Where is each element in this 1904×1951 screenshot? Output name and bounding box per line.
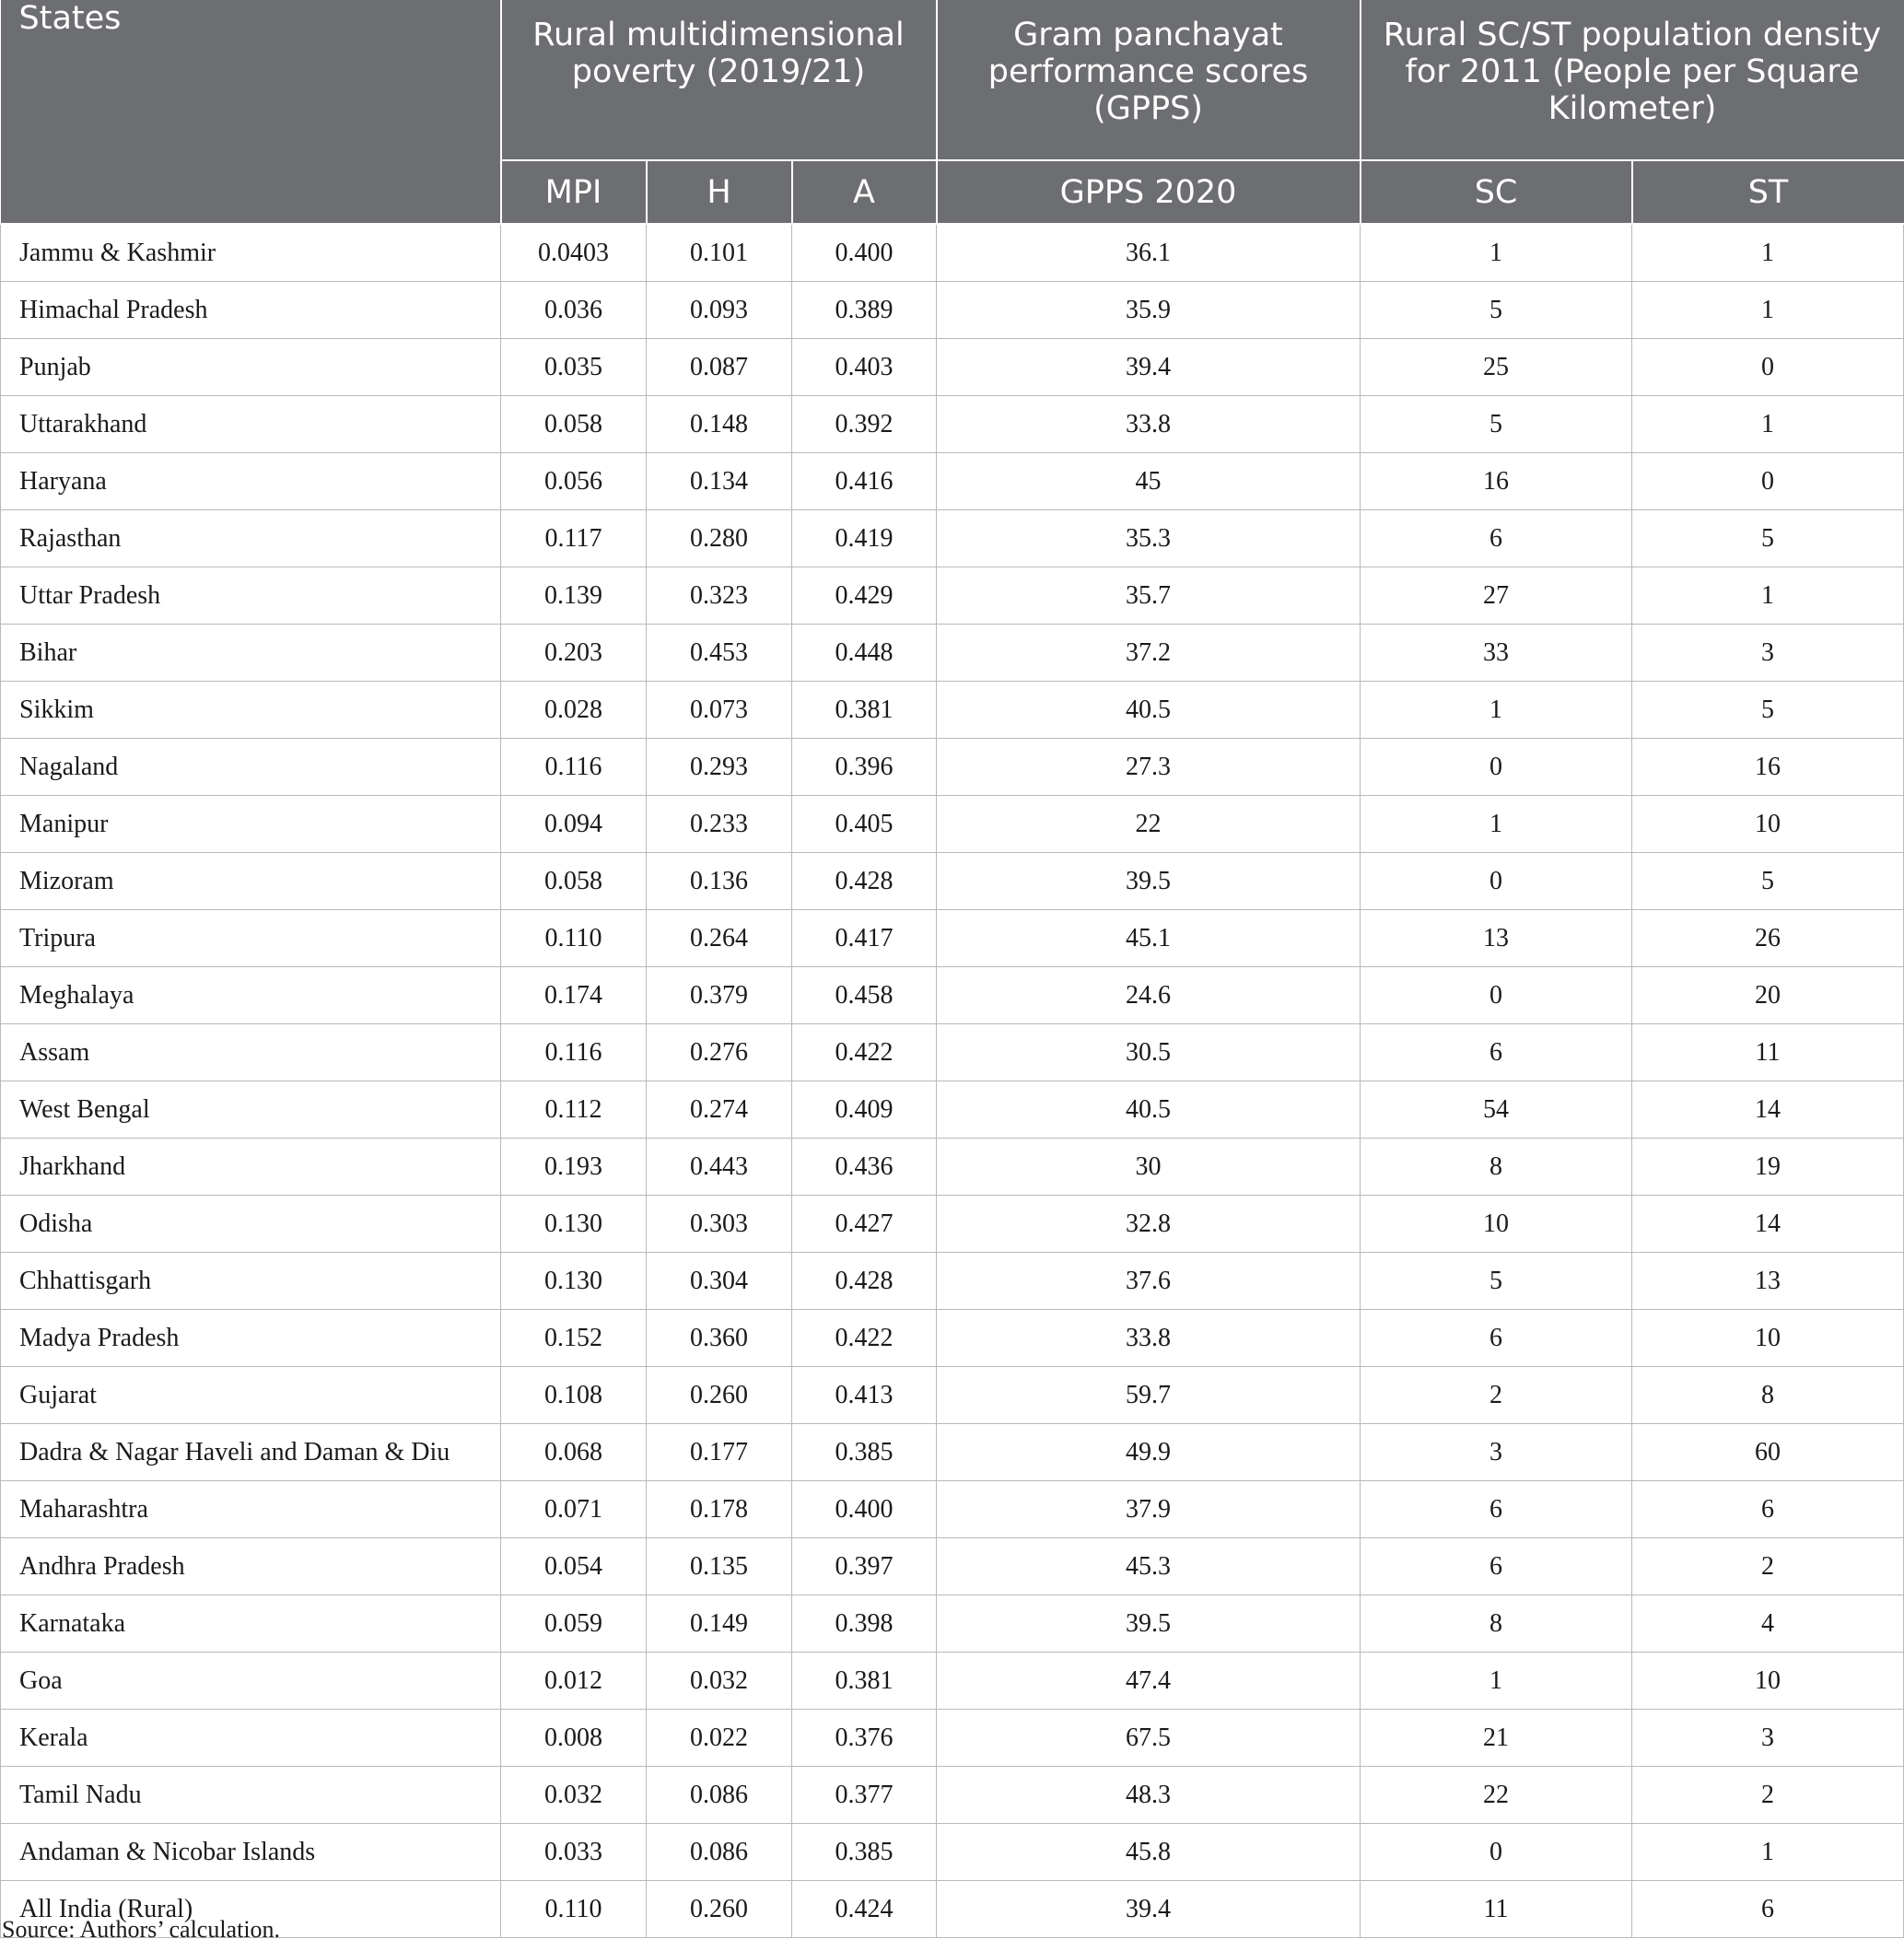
cell-state: Goa [1, 1653, 501, 1710]
cell-state: Chhattisgarh [1, 1253, 501, 1310]
cell-mpi: 0.033 [501, 1824, 647, 1881]
cell-st: 10 [1632, 1310, 1904, 1367]
cell-h: 0.323 [647, 567, 792, 625]
cell-st: 11 [1632, 1024, 1904, 1081]
cell-gpps: 45 [937, 453, 1361, 510]
cell-sc: 6 [1361, 510, 1632, 567]
cell-sc: 5 [1361, 396, 1632, 453]
cell-h: 0.093 [647, 282, 792, 339]
cell-gpps: 37.6 [937, 1253, 1361, 1310]
cell-gpps: 35.7 [937, 567, 1361, 625]
cell-gpps: 35.3 [937, 510, 1361, 567]
cell-h: 0.280 [647, 510, 792, 567]
cell-gpps: 45.1 [937, 910, 1361, 967]
cell-st: 1 [1632, 567, 1904, 625]
cell-state: West Bengal [1, 1081, 501, 1139]
cell-st: 10 [1632, 1653, 1904, 1710]
header-st: ST [1632, 160, 1904, 224]
table-row [1, 339, 1904, 396]
cell-a: 0.398 [792, 1595, 937, 1653]
cell-sc: 54 [1361, 1081, 1632, 1139]
header-sc: SC [1361, 160, 1632, 224]
cell-h: 0.073 [647, 682, 792, 739]
cell-a: 0.385 [792, 1824, 937, 1881]
header-a: A [792, 160, 937, 224]
cell-gpps: 45.3 [937, 1538, 1361, 1595]
cell-mpi: 0.032 [501, 1767, 647, 1824]
cell-st: 14 [1632, 1196, 1904, 1253]
cell-h: 0.293 [647, 739, 792, 796]
cell-state: Uttar Pradesh [1, 567, 501, 625]
cell-sc: 1 [1361, 796, 1632, 853]
cell-h: 0.264 [647, 910, 792, 967]
table-row [1, 396, 1904, 453]
cell-h: 0.303 [647, 1196, 792, 1253]
cell-st: 0 [1632, 453, 1904, 510]
cell-state: Meghalaya [1, 967, 501, 1024]
cell-gpps: 40.5 [937, 1081, 1361, 1139]
cell-sc: 6 [1361, 1024, 1632, 1081]
cell-mpi: 0.130 [501, 1196, 647, 1253]
table-row [1, 625, 1904, 682]
cell-st: 4 [1632, 1595, 1904, 1653]
cell-sc: 0 [1361, 739, 1632, 796]
cell-a: 0.385 [792, 1424, 937, 1481]
cell-gpps: 39.5 [937, 853, 1361, 910]
cell-mpi: 0.068 [501, 1424, 647, 1481]
cell-sc: 6 [1361, 1310, 1632, 1367]
table-body [1, 224, 1904, 1938]
cell-state: Dadra & Nagar Haveli and Daman & Diu [1, 1424, 501, 1481]
cell-state: Assam [1, 1024, 501, 1081]
cell-a: 0.392 [792, 396, 937, 453]
cell-gpps: 35.9 [937, 282, 1361, 339]
table-row [1, 567, 1904, 625]
header-group-poverty: Rural multidimensional poverty (2019/21) [501, 0, 937, 160]
cell-h: 0.276 [647, 1024, 792, 1081]
cell-a: 0.396 [792, 739, 937, 796]
cell-gpps: 40.5 [937, 682, 1361, 739]
table-row [1, 1367, 1904, 1424]
cell-a: 0.428 [792, 1253, 937, 1310]
table-header [1, 0, 1904, 224]
cell-mpi: 0.108 [501, 1367, 647, 1424]
cell-gpps: 30 [937, 1139, 1361, 1196]
table-row [1, 682, 1904, 739]
cell-state: Rajasthan [1, 510, 501, 567]
cell-gpps: 37.2 [937, 625, 1361, 682]
cell-mpi: 0.059 [501, 1595, 647, 1653]
cell-state: Andaman & Nicobar Islands [1, 1824, 501, 1881]
cell-state: Jharkhand [1, 1139, 501, 1196]
cell-state: Maharashtra [1, 1481, 501, 1538]
cell-a: 0.413 [792, 1367, 937, 1424]
cell-gpps: 27.3 [937, 739, 1361, 796]
table-row [1, 1710, 1904, 1767]
cell-st: 13 [1632, 1253, 1904, 1310]
cell-a: 0.400 [792, 1481, 937, 1538]
cell-h: 0.101 [647, 224, 792, 282]
cell-h: 0.149 [647, 1595, 792, 1653]
cell-mpi: 0.116 [501, 1024, 647, 1081]
cell-st: 20 [1632, 967, 1904, 1024]
table-row [1, 1881, 1904, 1938]
cell-h: 0.274 [647, 1081, 792, 1139]
cell-h: 0.087 [647, 339, 792, 396]
table-row [1, 967, 1904, 1024]
cell-a: 0.436 [792, 1139, 937, 1196]
cell-st: 16 [1632, 739, 1904, 796]
cell-mpi: 0.036 [501, 282, 647, 339]
cell-mpi: 0.117 [501, 510, 647, 567]
table-row [1, 1024, 1904, 1081]
cell-sc: 0 [1361, 1824, 1632, 1881]
cell-st: 19 [1632, 1139, 1904, 1196]
source-note: Source: Authors’ calculation. [2, 1916, 281, 1943]
cell-h: 0.178 [647, 1481, 792, 1538]
cell-st: 60 [1632, 1424, 1904, 1481]
table-row [1, 1538, 1904, 1595]
cell-mpi: 0.094 [501, 796, 647, 853]
cell-h: 0.443 [647, 1139, 792, 1196]
cell-mpi: 0.110 [501, 910, 647, 967]
table-row [1, 1481, 1904, 1538]
cell-st: 26 [1632, 910, 1904, 967]
cell-mpi: 0.203 [501, 625, 647, 682]
table-row [1, 1595, 1904, 1653]
cell-a: 0.419 [792, 510, 937, 567]
cell-sc: 8 [1361, 1139, 1632, 1196]
cell-sc: 25 [1361, 339, 1632, 396]
header-gpps-2020: GPPS 2020 [937, 160, 1361, 224]
cell-gpps: 33.8 [937, 396, 1361, 453]
table-row [1, 282, 1904, 339]
cell-mpi: 0.130 [501, 1253, 647, 1310]
cell-h: 0.086 [647, 1824, 792, 1881]
table-row [1, 1767, 1904, 1824]
table-row [1, 1310, 1904, 1367]
cell-gpps: 49.9 [937, 1424, 1361, 1481]
cell-sc: 1 [1361, 1653, 1632, 1710]
cell-state: Jammu & Kashmir [1, 224, 501, 282]
cell-sc: 10 [1361, 1196, 1632, 1253]
table-row [1, 1653, 1904, 1710]
cell-mpi: 0.152 [501, 1310, 647, 1367]
cell-a: 0.422 [792, 1310, 937, 1367]
cell-st: 1 [1632, 1824, 1904, 1881]
cell-a: 0.422 [792, 1024, 937, 1081]
cell-st: 10 [1632, 796, 1904, 853]
header-group-row [1, 0, 1904, 160]
cell-st: 5 [1632, 853, 1904, 910]
cell-state: Madya Pradesh [1, 1310, 501, 1367]
cell-gpps: 39.5 [937, 1595, 1361, 1653]
cell-sc: 11 [1361, 1881, 1632, 1938]
cell-st: 8 [1632, 1367, 1904, 1424]
cell-sc: 21 [1361, 1710, 1632, 1767]
cell-a: 0.403 [792, 339, 937, 396]
cell-a: 0.448 [792, 625, 937, 682]
cell-st: 6 [1632, 1481, 1904, 1538]
cell-a: 0.409 [792, 1081, 937, 1139]
cell-a: 0.424 [792, 1881, 937, 1938]
cell-sc: 13 [1361, 910, 1632, 967]
cell-mpi: 0.028 [501, 682, 647, 739]
cell-gpps: 36.1 [937, 224, 1361, 282]
cell-mpi: 0.058 [501, 396, 647, 453]
cell-state: Tamil Nadu [1, 1767, 501, 1824]
cell-h: 0.022 [647, 1710, 792, 1767]
cell-a: 0.458 [792, 967, 937, 1024]
table-row [1, 224, 1904, 282]
cell-state: Mizoram [1, 853, 501, 910]
cell-gpps: 48.3 [937, 1767, 1361, 1824]
cell-mpi: 0.193 [501, 1139, 647, 1196]
cell-sc: 22 [1361, 1767, 1632, 1824]
table-row [1, 510, 1904, 567]
cell-state: Tripura [1, 910, 501, 967]
cell-gpps: 67.5 [937, 1710, 1361, 1767]
header-group-gpps: Gram panchayat performance scores (GPPS) [937, 0, 1361, 160]
cell-h: 0.453 [647, 625, 792, 682]
cell-state: Andhra Pradesh [1, 1538, 501, 1595]
header-h: H [647, 160, 792, 224]
cell-gpps: 24.6 [937, 967, 1361, 1024]
cell-sc: 16 [1361, 453, 1632, 510]
cell-sc: 0 [1361, 967, 1632, 1024]
table-row [1, 453, 1904, 510]
table-row [1, 910, 1904, 967]
cell-state: Karnataka [1, 1595, 501, 1653]
cell-a: 0.417 [792, 910, 937, 967]
cell-sc: 5 [1361, 1253, 1632, 1310]
cell-sc: 1 [1361, 682, 1632, 739]
cell-gpps: 59.7 [937, 1367, 1361, 1424]
cell-h: 0.233 [647, 796, 792, 853]
cell-h: 0.135 [647, 1538, 792, 1595]
cell-st: 5 [1632, 510, 1904, 567]
cell-mpi: 0.071 [501, 1481, 647, 1538]
cell-h: 0.148 [647, 396, 792, 453]
cell-st: 6 [1632, 1881, 1904, 1938]
table-row [1, 796, 1904, 853]
cell-state: Sikkim [1, 682, 501, 739]
table-row [1, 1424, 1904, 1481]
cell-sc: 0 [1361, 853, 1632, 910]
cell-st: 3 [1632, 625, 1904, 682]
cell-state: All India (Rural) [1, 1881, 501, 1938]
cell-state: Punjab [1, 339, 501, 396]
cell-mpi: 0.012 [501, 1653, 647, 1710]
cell-st: 1 [1632, 224, 1904, 282]
cell-sc: 2 [1361, 1367, 1632, 1424]
table-row [1, 853, 1904, 910]
cell-h: 0.260 [647, 1367, 792, 1424]
cell-gpps: 39.4 [937, 339, 1361, 396]
cell-sc: 6 [1361, 1481, 1632, 1538]
cell-a: 0.416 [792, 453, 937, 510]
cell-mpi: 0.008 [501, 1710, 647, 1767]
cell-gpps: 45.8 [937, 1824, 1361, 1881]
cell-sc: 6 [1361, 1538, 1632, 1595]
cell-a: 0.377 [792, 1767, 937, 1824]
cell-gpps: 47.4 [937, 1653, 1361, 1710]
cell-h: 0.134 [647, 453, 792, 510]
cell-a: 0.429 [792, 567, 937, 625]
cell-gpps: 37.9 [937, 1481, 1361, 1538]
cell-gpps: 32.8 [937, 1196, 1361, 1253]
cell-a: 0.376 [792, 1710, 937, 1767]
cell-state: Kerala [1, 1710, 501, 1767]
cell-st: 1 [1632, 396, 1904, 453]
cell-mpi: 0.116 [501, 739, 647, 796]
cell-a: 0.427 [792, 1196, 937, 1253]
cell-h: 0.032 [647, 1653, 792, 1710]
cell-sc: 1 [1361, 224, 1632, 282]
table-row [1, 1081, 1904, 1139]
cell-h: 0.086 [647, 1767, 792, 1824]
cell-state: Nagaland [1, 739, 501, 796]
cell-a: 0.428 [792, 853, 937, 910]
table-row [1, 1139, 1904, 1196]
cell-gpps: 30.5 [937, 1024, 1361, 1081]
cell-mpi: 0.056 [501, 453, 647, 510]
cell-mpi: 0.139 [501, 567, 647, 625]
table-row [1, 1253, 1904, 1310]
cell-mpi: 0.112 [501, 1081, 647, 1139]
cell-gpps: 33.8 [937, 1310, 1361, 1367]
cell-a: 0.389 [792, 282, 937, 339]
header-states: States [1, 0, 501, 224]
cell-a: 0.381 [792, 1653, 937, 1710]
cell-mpi: 0.054 [501, 1538, 647, 1595]
cell-mpi: 0.174 [501, 967, 647, 1024]
cell-st: 1 [1632, 282, 1904, 339]
cell-sc: 8 [1361, 1595, 1632, 1653]
cell-h: 0.304 [647, 1253, 792, 1310]
cell-mpi: 0.110 [501, 1881, 647, 1938]
cell-h: 0.379 [647, 967, 792, 1024]
cell-h: 0.136 [647, 853, 792, 910]
cell-st: 0 [1632, 339, 1904, 396]
cell-h: 0.360 [647, 1310, 792, 1367]
cell-sc: 33 [1361, 625, 1632, 682]
cell-mpi: 0.035 [501, 339, 647, 396]
cell-state: Odisha [1, 1196, 501, 1253]
cell-state: Uttarakhand [1, 396, 501, 453]
cell-h: 0.260 [647, 1881, 792, 1938]
cell-a: 0.405 [792, 796, 937, 853]
cell-a: 0.381 [792, 682, 937, 739]
header-mpi: MPI [501, 160, 647, 224]
cell-state: Haryana [1, 453, 501, 510]
cell-st: 5 [1632, 682, 1904, 739]
cell-h: 0.177 [647, 1424, 792, 1481]
cell-gpps: 22 [937, 796, 1361, 853]
cell-state: Manipur [1, 796, 501, 853]
cell-gpps: 39.4 [937, 1881, 1361, 1938]
cell-st: 14 [1632, 1081, 1904, 1139]
cell-st: 2 [1632, 1767, 1904, 1824]
cell-st: 2 [1632, 1538, 1904, 1595]
cell-sc: 3 [1361, 1424, 1632, 1481]
cell-mpi: 0.058 [501, 853, 647, 910]
cell-sc: 27 [1361, 567, 1632, 625]
table-row [1, 1196, 1904, 1253]
cell-state: Himachal Pradesh [1, 282, 501, 339]
table-row [1, 739, 1904, 796]
cell-sc: 5 [1361, 282, 1632, 339]
cell-state: Bihar [1, 625, 501, 682]
cell-state: Gujarat [1, 1367, 501, 1424]
table-row [1, 1824, 1904, 1881]
header-group-density: Rural SC/ST population density for 2011 (People per Square Kilometer) [1361, 0, 1904, 160]
cell-st: 3 [1632, 1710, 1904, 1767]
cell-mpi: 0.0403 [501, 224, 647, 282]
cell-a: 0.397 [792, 1538, 937, 1595]
cell-a: 0.400 [792, 224, 937, 282]
